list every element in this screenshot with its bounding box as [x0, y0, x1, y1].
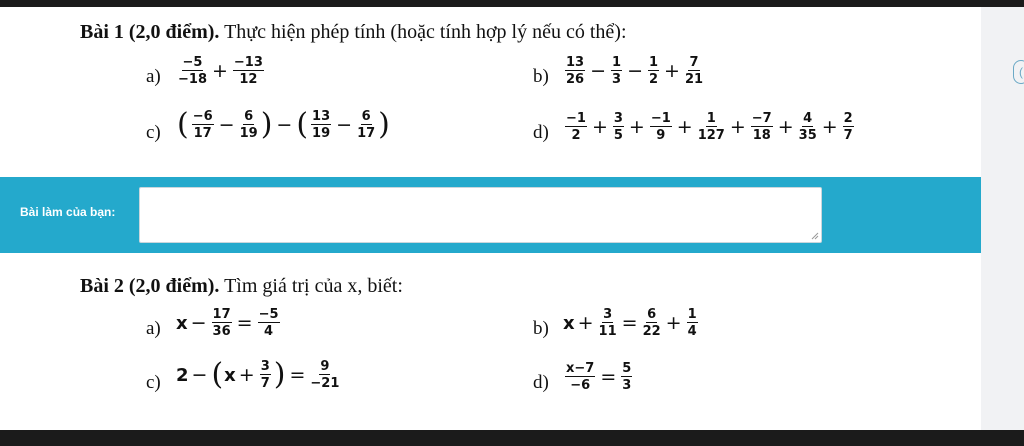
operator: − [336, 114, 353, 136]
fraction [751, 112, 773, 142]
denominator: 7 [260, 376, 270, 391]
resize-handle-icon[interactable] [811, 232, 819, 240]
denominator: 2 [571, 128, 581, 143]
bai2-b-label: b) [533, 318, 549, 339]
numerator: 3 [613, 111, 623, 126]
bai1-d-label: d) [533, 122, 549, 143]
bai1-heading [80, 21, 627, 44]
denominator: 4 [687, 324, 697, 339]
fraction [212, 308, 232, 338]
denominator: 7 [843, 128, 853, 143]
numerator: 13 [566, 55, 585, 70]
bai1-title: Bài 1 (2,0 điểm). [80, 21, 220, 43]
operator: ) [378, 107, 390, 142]
operator: = [236, 312, 253, 334]
denominator: 3 [622, 378, 632, 393]
denominator: 4 [264, 324, 274, 339]
denominator: 3 [612, 72, 622, 87]
denominator: −21 [310, 376, 340, 391]
bottom-bar [0, 430, 1024, 446]
denominator: 18 [752, 128, 771, 143]
bai2-c-label: c) [146, 372, 161, 393]
bai1-d-expression [563, 112, 856, 142]
fraction [687, 308, 698, 338]
fraction [611, 56, 622, 86]
numerator: −1 [650, 111, 671, 126]
denominator: 19 [312, 126, 331, 141]
bai2-d-label: d) [533, 372, 549, 393]
fraction [192, 110, 214, 140]
fraction [621, 362, 632, 392]
numerator: 9 [320, 359, 330, 374]
bai1-b-expression [563, 56, 705, 86]
denominator: 35 [798, 128, 817, 143]
numerator: −7 [751, 111, 772, 126]
fraction [698, 112, 725, 142]
denominator: 127 [697, 128, 725, 143]
denominator: 12 [239, 72, 258, 87]
operator: + [211, 60, 228, 82]
fraction [258, 308, 280, 338]
numerator: 13 [312, 109, 331, 124]
denominator: 9 [656, 128, 666, 143]
operator: ( [177, 107, 189, 142]
variable: x [563, 312, 575, 334]
fraction [613, 112, 624, 142]
variable: x [176, 312, 188, 334]
denominator: 17 [193, 126, 212, 141]
bai1-a-label: a) [146, 66, 161, 87]
operator: + [676, 116, 693, 138]
numerator: 6 [244, 109, 254, 124]
fraction [311, 110, 331, 140]
fraction [565, 56, 585, 86]
answer-textarea[interactable] [139, 187, 822, 243]
fraction [799, 112, 817, 142]
denominator: 22 [642, 324, 661, 339]
denominator: 11 [598, 324, 617, 339]
operator: + [665, 312, 682, 334]
numerator: −13 [233, 55, 263, 70]
operator: + [777, 116, 794, 138]
bai2-heading [80, 275, 403, 298]
operator: − [218, 114, 235, 136]
bai2-c-expression [176, 357, 341, 392]
numerator: −1 [566, 111, 586, 126]
numerator: 17 [212, 307, 231, 322]
operator: − [191, 364, 208, 386]
denominator: 5 [613, 128, 623, 143]
numerator: 7 [689, 55, 699, 70]
operator: + [628, 116, 645, 138]
operator: − [590, 60, 607, 82]
numerator: 1 [648, 55, 659, 70]
denominator: 2 [648, 72, 659, 87]
denominator: 21 [684, 72, 704, 87]
operator: − [190, 312, 207, 334]
fraction [565, 112, 587, 142]
bai1-desc: Thực hiện phép tính (hoặc tính hợp lý nếu có thể): [219, 21, 627, 43]
operator: − [276, 114, 293, 136]
bai2-b-expression [563, 308, 700, 338]
numerator: 2 [843, 111, 853, 126]
numerator: 1 [612, 55, 622, 70]
numerator: 1 [687, 307, 697, 322]
side-tab-icon[interactable]: ( [1013, 60, 1024, 84]
operator: − [627, 60, 643, 82]
bai2-title: Bài 2 (2,0 điểm). [80, 275, 220, 297]
denominator: 36 [212, 324, 231, 339]
operator: ( [211, 357, 224, 392]
fraction [357, 110, 375, 140]
fraction [843, 112, 854, 142]
operator: = [621, 312, 638, 334]
denominator: 17 [357, 126, 376, 141]
bai2-a-label: a) [146, 318, 161, 339]
operator: + [821, 116, 838, 138]
numerator: 1 [706, 111, 716, 126]
numerator: 4 [803, 111, 813, 126]
fraction [310, 360, 339, 390]
operator: = [600, 366, 617, 388]
numerator: 3 [260, 359, 270, 374]
numerator: 3 [603, 307, 613, 322]
top-bar [0, 0, 1024, 7]
operator: + [729, 116, 746, 138]
denominator: 26 [566, 72, 585, 87]
bai2-d-expression [563, 362, 634, 392]
fraction [599, 308, 617, 338]
numerator: −5 [258, 307, 279, 322]
numerator: 6 [647, 307, 657, 322]
operator: + [577, 312, 594, 334]
numerator: −6 [192, 109, 213, 124]
operator: = [289, 364, 306, 386]
fraction [240, 110, 258, 140]
denominator: 19 [239, 126, 258, 141]
numerator: −5 [182, 55, 203, 70]
denominator: −18 [178, 72, 207, 87]
fraction [648, 56, 659, 86]
answer-label: Bài làm của bạn: [20, 205, 116, 219]
numerator: 6 [361, 109, 371, 124]
bai1-c-expression [176, 107, 391, 142]
fraction [650, 112, 672, 142]
operator: ( [296, 107, 309, 142]
variable: x [224, 364, 236, 386]
operator: + [591, 116, 608, 138]
fraction [233, 56, 264, 86]
bai1-b-label: b) [533, 66, 549, 87]
numerator: x−7 [566, 361, 595, 376]
fraction [643, 308, 661, 338]
fraction [178, 56, 207, 86]
operator: + [664, 60, 680, 82]
numerator: 5 [622, 361, 632, 376]
variable: 2 [176, 364, 189, 386]
denominator: −6 [570, 378, 591, 393]
operator: ) [260, 107, 273, 142]
bai2-desc: Tìm giá trị của x, biết: [219, 275, 403, 297]
bai1-c-label: c) [146, 122, 161, 143]
bai2-a-expression [176, 308, 282, 338]
operator: ) [273, 357, 286, 392]
fraction [260, 360, 271, 390]
answer-panel [0, 177, 981, 253]
bai1-a-expression [176, 56, 266, 86]
operator: + [238, 364, 255, 386]
fraction [685, 56, 703, 86]
fraction [565, 362, 595, 392]
